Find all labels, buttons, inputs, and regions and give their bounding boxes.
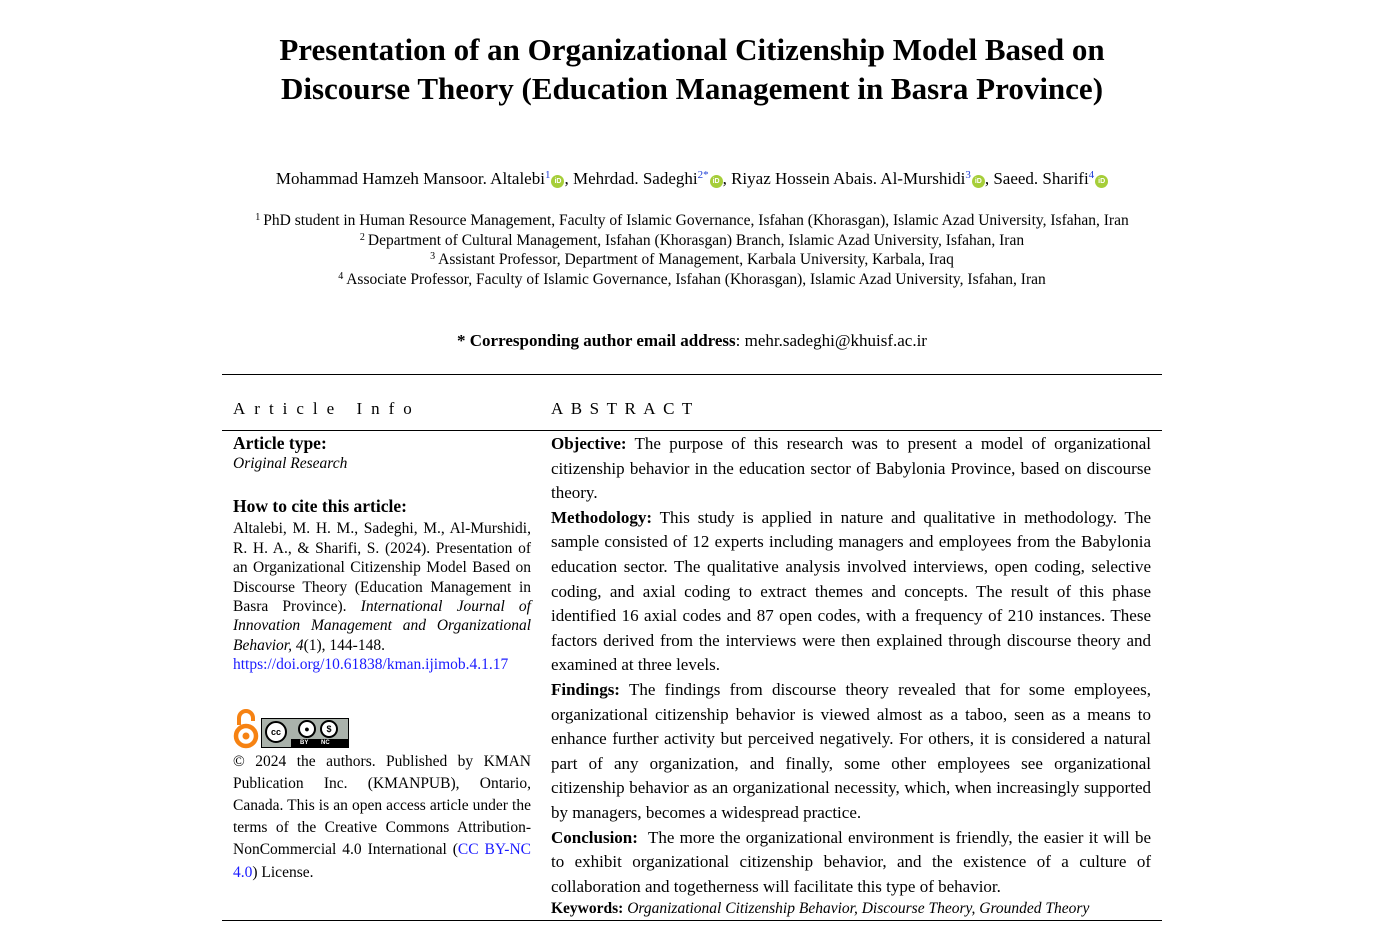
section-label: Findings: (551, 679, 620, 699)
corresponding-separator: : (735, 331, 745, 350)
author-name: Riyaz Hossein Abais. Al-Murshidi (731, 169, 966, 188)
section-text: The findings from discourse theory revealed that for some employees, organizational citizenship behavior is viewed almost as a taboo, seen as a means to enhance further activity but perceived negatively. For others, it is considered a natural part of any organization, and finally, some other employees see organizational citizenship behavior as an organizational necessity, which, when increasingly supported by managers, becomes a widespread practice. (551, 679, 1151, 822)
affiliation (222, 250, 1162, 270)
cc-by-nc-badge[interactable] (261, 718, 349, 748)
keywords (551, 899, 1151, 919)
author-list (222, 168, 1162, 190)
affiliation (222, 270, 1162, 290)
corresponding-email[interactable]: mehr.sadeghi@khuisf.ac.ir (744, 331, 927, 350)
author-separator: , (984, 169, 994, 188)
open-access-icon (233, 707, 259, 749)
affiliation-number: 3 (430, 251, 436, 262)
by-label: BY (300, 739, 309, 746)
author-name: Saeed. Sharifi (993, 169, 1089, 188)
license-badges (233, 707, 531, 749)
section-label: Methodology: (551, 507, 653, 527)
section-text: The purpose of this research was to present a model of organizational citizenship behavior in the education sector of Babylonia Province, based on discourse theory. (551, 434, 1151, 503)
cite-label: How to cite this article: (233, 496, 407, 517)
copyright-text: © 2024 the authors. Published by KMAN Publication Inc. (KMANPUB), Ontario, Canada. This is an open access article under the terms of the Creative Commons Attribution-NonCommercial 4.0 International ( (233, 752, 531, 859)
title-line-1: Presentation of an Organizational Citizenship Model Based on (279, 32, 1105, 67)
orcid-icon[interactable]: iD (551, 175, 564, 188)
cc-icon: cc (265, 721, 287, 743)
article-info-heading: Article Info (233, 399, 421, 418)
paper-title (222, 30, 1162, 108)
affiliation (222, 231, 1162, 251)
section-label: Objective: (551, 434, 627, 453)
affiliation-text: Assistant Professor, Department of Management, Karbala University, Karbala, Iraq (438, 251, 954, 268)
author-separator: , (722, 169, 732, 188)
license-link[interactable]: CC BY-NC 4.0 (233, 841, 531, 881)
citation-issue-pages: (1), 144-148. (303, 636, 385, 654)
attribution-icon: ● (298, 720, 316, 738)
affiliation-text: Associate Professor, Faculty of Islamic Governance, Isfahan (Khorasgan), Islamic Azad University, Isfahan, Iran (346, 270, 1046, 288)
corresponding-author (222, 330, 1162, 352)
author-name: Mehrdad. Sadeghi (572, 169, 698, 188)
divider-top (222, 374, 1162, 375)
author-affil-ref[interactable]: 2* (697, 169, 709, 181)
article-info-column (233, 432, 531, 884)
author-affil-ref[interactable]: 1 (544, 169, 551, 181)
affiliation-text: Department of Cultural Management, Isfahan (Khorasgan) Branch, Islamic Azad University, Isfahan, Iran (367, 231, 1025, 249)
keywords-list: Organizational Citizenship Behavior, Discourse Theory, Grounded Theory (627, 900, 1090, 918)
keywords-label: Keywords: (551, 900, 624, 918)
abstract-methodology (551, 506, 1151, 678)
abstract-column (551, 432, 1156, 919)
article-type-label: Article type: (233, 433, 327, 453)
abstract-findings (551, 678, 1151, 826)
abstract-heading: ABSTRACT (551, 399, 700, 418)
author-affil-ref[interactable]: 3 (965, 169, 971, 181)
section-text: This study is applied in nature and qualitative in methodology. The sample consisted of 12 experts including managers and employees from the Babylonia education sector. The qualitative analysis involved interviews, open coding, selective coding, and axial coding to extract themes and concepts. The result of this phase identified 16 axial codes and 87 open codes, with a frequency of 210 instances. These factors derived from the interviews were then explained through discourse theory and examined at three levels. (551, 507, 1151, 675)
citation-text: Altalebi, M. H. M., Sadeghi, M., Al-Murshidi, R. H. A., & Sharifi, S. (2024). Presentation of an Organizational Citizenship Model Based on Discourse Theory (Education Management in Basra Province). (233, 520, 531, 616)
section-label: Conclusion: (551, 827, 638, 847)
orcid-icon[interactable]: iD (710, 175, 723, 188)
affiliation (222, 211, 1162, 231)
copyright-notice (233, 751, 531, 884)
article-type-value: Original Research (233, 455, 348, 472)
orcid-icon[interactable]: iD (1095, 175, 1108, 188)
author-affil-ref[interactable]: 4 (1088, 169, 1095, 181)
affiliation-list (222, 211, 1162, 289)
affiliation-number: 2 (359, 231, 365, 243)
badge-strip (291, 739, 348, 747)
divider-middle (222, 430, 1162, 431)
abstract-conclusion (551, 826, 1156, 900)
affiliation-number: 4 (338, 270, 344, 282)
citation-journal: International Journal of Innovation Management and Organizational Behavior, 4 (233, 598, 531, 654)
nc-label: NC (321, 739, 330, 746)
divider-bottom (222, 920, 1162, 921)
copyright-text-end: ) License. (252, 863, 314, 881)
doi-link[interactable]: https://doi.org/10.61838/kman.ijimob.4.1.17 (233, 656, 509, 674)
corresponding-label: * Corresponding author email address (457, 331, 736, 350)
noncommercial-icon: $ (320, 720, 338, 738)
affiliation-number: 1 (255, 212, 261, 223)
affiliation-text: PhD student in Human Resource Management, Faculty of Islamic Governance, Isfahan (Khorasgan), Islamic Azad University, Isfahan, Iran (263, 212, 1129, 229)
citation (233, 519, 531, 655)
title-line-2: Discourse Theory (Education Management in Basra Province) (280, 71, 1104, 106)
author-separator: , (564, 169, 573, 188)
orcid-icon[interactable]: iD (972, 175, 985, 188)
abstract-objective (551, 432, 1151, 506)
author-name: Mohammad Hamzeh Mansoor. Altalebi (275, 169, 545, 188)
section-text: The more the organizational environment is friendly, the easier it will be to exhibit organizational citizenship behavior, and the existence of a culture of collaboration and togetherness will facilitate this type of behavior. (551, 827, 1156, 896)
